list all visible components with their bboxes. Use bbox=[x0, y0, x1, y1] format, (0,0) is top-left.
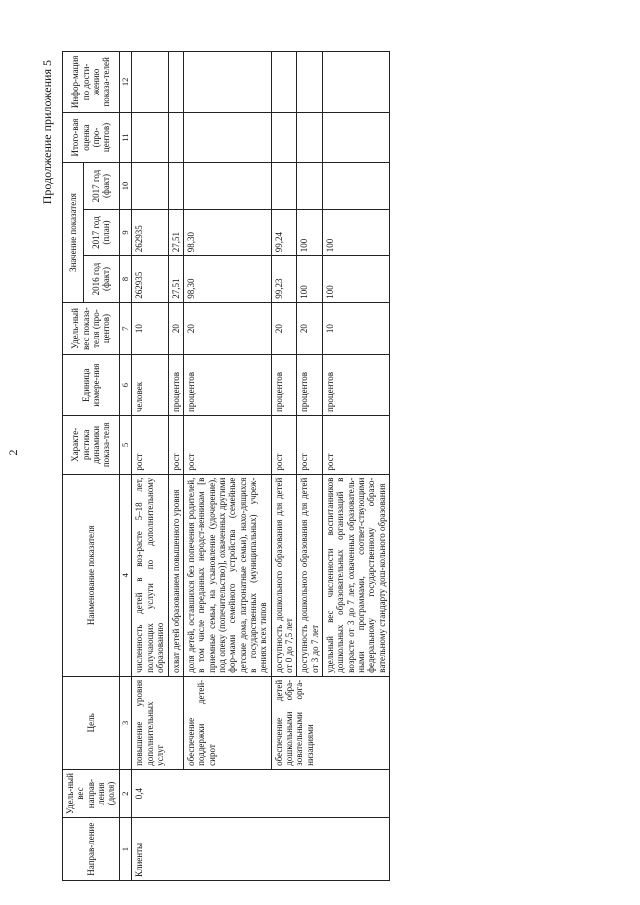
cell-dynamics: рост bbox=[297, 416, 323, 475]
header-row bbox=[63, 52, 84, 881]
cell-indicator: доступность дошкольного образования для детей от 3 до 7 лет bbox=[297, 474, 323, 676]
header-info: Инфор-мация по дости-жению показа-телей bbox=[63, 52, 120, 113]
col-number: 5 bbox=[119, 416, 132, 475]
cell-2017-fact bbox=[168, 163, 183, 210]
table-row bbox=[132, 52, 168, 881]
cell-2017-plan: 27,51 bbox=[168, 209, 183, 256]
cell-unit: процентов bbox=[183, 355, 271, 416]
cell-2016-fact: 27,51 bbox=[168, 256, 183, 303]
cell-unit: человек bbox=[132, 355, 168, 416]
cell-info bbox=[322, 52, 389, 113]
header-2017-fact: 2017 год (факт) bbox=[84, 163, 120, 210]
cell-unit: процентов bbox=[168, 355, 183, 416]
cell-info bbox=[132, 52, 168, 113]
col-number: 4 bbox=[119, 474, 132, 676]
col-number: 8 bbox=[119, 256, 132, 303]
cell-info bbox=[183, 52, 271, 113]
header-goal: Цель bbox=[63, 676, 120, 769]
cell-dynamics: рост bbox=[322, 416, 389, 475]
cell-indicator-weight: 20 bbox=[183, 302, 271, 355]
cell-dynamics: рост bbox=[183, 416, 271, 475]
header-direction: Направ-ление bbox=[63, 818, 120, 881]
cell-total bbox=[322, 112, 389, 163]
cell-2017-plan: 98,30 bbox=[183, 209, 271, 256]
cell-2017-plan: 100 bbox=[322, 209, 389, 256]
header-2016-fact: 2016 год (факт) bbox=[84, 256, 120, 303]
header-indicator-name: Наименование показателя bbox=[63, 474, 120, 676]
cell-direction-weight: 0,4 bbox=[132, 769, 390, 818]
cell-indicator: численность детей в воз-расте 5–18 лет, получающих услуги по дополнительному образованию bbox=[132, 474, 168, 676]
continuation-title: Продолжение приложения 5 bbox=[40, 60, 54, 205]
cell-total bbox=[168, 112, 183, 163]
header-dynamics: Характе-ристика динамики показа-теля bbox=[63, 416, 120, 475]
cell-unit: процентов bbox=[322, 355, 389, 416]
cell-dynamics: рост bbox=[271, 416, 297, 475]
header-indicator-weight: Удель-ный вес показа-теля (про-центов) bbox=[63, 302, 120, 355]
cell-unit: процентов bbox=[271, 355, 297, 416]
cell-indicator-weight: 20 bbox=[297, 302, 323, 355]
cell-2017-fact bbox=[183, 163, 271, 210]
table-row bbox=[271, 52, 297, 881]
cell-2016-fact: 262935 bbox=[132, 256, 168, 303]
indicators-table bbox=[62, 51, 390, 881]
cell-dynamics: рост bbox=[132, 416, 168, 475]
cell-indicator: доля детей, оставшихся без попечения родителей, в том числе переданных неродст-венникам [в приемные семьи, на усыновление (удочерение), под опеку (попечительство)], охваченных другими фор-мами семейного устройства (семейные детские дома, патронатные семьи), нахо-дящихся в государственных (муниципальных) учреж-дениях всех типов bbox=[183, 474, 271, 676]
col-number: 1 bbox=[119, 818, 132, 881]
header-unit: Единица измере-ния bbox=[63, 355, 120, 416]
cell-2017-plan: 100 bbox=[297, 209, 323, 256]
cell-total bbox=[132, 112, 168, 163]
cell-direction: Клиенты bbox=[132, 818, 390, 881]
header-2017-plan: 2017 год (план) bbox=[84, 209, 120, 256]
cell-dynamics: рост bbox=[168, 416, 183, 475]
col-number: 9 bbox=[119, 209, 132, 256]
col-number: 12 bbox=[119, 52, 132, 113]
cell-2017-fact bbox=[322, 163, 389, 210]
cell-goal: повышение уровня дополнительных услуг bbox=[132, 676, 183, 769]
cell-info bbox=[297, 52, 323, 113]
cell-indicator: охват детей образованием повышенного уровня bbox=[168, 474, 183, 676]
col-number: 2 bbox=[119, 769, 132, 818]
cell-2017-fact bbox=[271, 163, 297, 210]
cell-2017-plan: 99,24 bbox=[271, 209, 297, 256]
cell-2017-fact bbox=[132, 163, 168, 210]
header-direction-weight: Удель-ный вес направ-ления (доля) bbox=[63, 769, 120, 818]
cell-total bbox=[183, 112, 271, 163]
col-number: 7 bbox=[119, 302, 132, 355]
cell-indicator: удельный вес численности воспитанников дошкольных образовательных организаций в возрасте от 3 до 7 лет, охваченных образователь-ными программами, соответ-ствующими федеральному государственному образо-вательному стандарту дош-кольного образования bbox=[322, 474, 389, 676]
header-value-group: Значение показателя bbox=[63, 163, 84, 303]
cell-2016-fact: 100 bbox=[322, 256, 389, 303]
cell-goal: обеспечение детей дошкольными обра-зовательными орга-низациями bbox=[271, 676, 389, 769]
cell-unit: процентов bbox=[297, 355, 323, 416]
cell-2016-fact: 100 bbox=[297, 256, 323, 303]
cell-total bbox=[271, 112, 297, 163]
cell-2016-fact: 98,30 bbox=[183, 256, 271, 303]
col-number: 11 bbox=[119, 112, 132, 163]
table-row bbox=[183, 52, 271, 881]
page-number: 2 bbox=[6, 449, 20, 456]
cell-indicator-weight: 10 bbox=[132, 302, 168, 355]
cell-indicator-weight: 20 bbox=[271, 302, 297, 355]
cell-2016-fact: 99,23 bbox=[271, 256, 297, 303]
cell-2017-fact bbox=[297, 163, 323, 210]
cell-2017-plan: 262935 bbox=[132, 209, 168, 256]
cell-goal: обеспечение поддержки детей-сирот bbox=[183, 676, 271, 769]
header-total: Итого-вая оценка (про-центов) bbox=[63, 112, 120, 163]
cell-info bbox=[271, 52, 297, 113]
cell-indicator-weight: 10 bbox=[322, 302, 389, 355]
cell-indicator-weight: 20 bbox=[168, 302, 183, 355]
cell-info bbox=[168, 52, 183, 113]
cell-indicator: доступность дошкольного образования для детей от 0 до 7,5 лет bbox=[271, 474, 297, 676]
col-number: 10 bbox=[119, 163, 132, 210]
cell-total bbox=[297, 112, 323, 163]
col-number: 3 bbox=[119, 676, 132, 769]
column-numbers-row bbox=[119, 52, 132, 881]
col-number: 6 bbox=[119, 355, 132, 416]
